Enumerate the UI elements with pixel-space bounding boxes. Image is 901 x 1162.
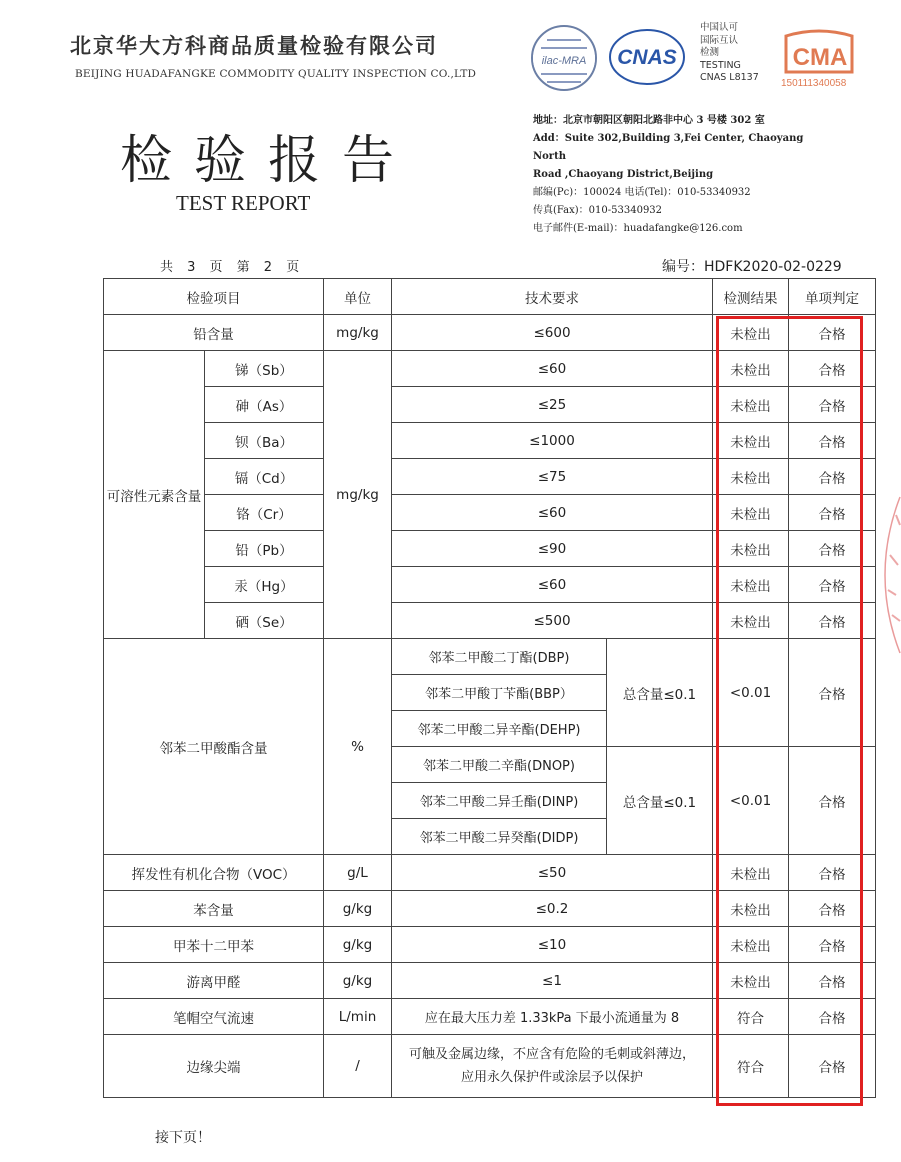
continued-note: 接下页！ xyxy=(155,1130,211,1146)
unit-cell: % xyxy=(324,639,392,855)
result-cell: <0.01 xyxy=(713,639,789,747)
item-cell: 笔帽空气流速 xyxy=(104,999,324,1035)
requirement-cell: ≤25 xyxy=(392,387,713,423)
verdict-cell: 合格 xyxy=(789,855,876,891)
result-highlight-box xyxy=(716,316,863,1106)
cnas-cert-line: 国际互认 xyxy=(700,34,739,46)
requirement-cell: 应在最大压力差 1.33kPa 下最小流通量为 8 xyxy=(392,999,713,1035)
verdict-cell: 合格 xyxy=(789,639,876,747)
sub-item-cell: 邻苯二甲酸二异辛酯(DEHP) xyxy=(392,711,607,747)
cnas-cert-line: 中国认可 xyxy=(700,22,739,33)
cnas-logo-text: CNAS xyxy=(617,46,677,69)
element-cell: 镉（Cd） xyxy=(205,459,324,495)
element-cell: 钡（Ba） xyxy=(205,423,324,459)
requirement-cell: ≤90 xyxy=(392,531,713,567)
ilac-mra-logo xyxy=(531,25,597,91)
result-cell: 未检出 xyxy=(713,567,789,603)
address-line: Road ,Chaoyang District,Beijing xyxy=(533,169,714,180)
result-cell: 符合 xyxy=(713,1035,789,1098)
address-line: 地址：北京市朝阳区朝阳北路非中心 3 号楼 302 室 xyxy=(533,115,765,126)
requirement-cell: ≤60 xyxy=(392,567,713,603)
item-cell: 边缘尖端 xyxy=(104,1035,324,1098)
result-cell: 未检出 xyxy=(713,423,789,459)
item-cell: 邻苯二甲酸酯含量 xyxy=(104,639,324,855)
result-cell: 未检出 xyxy=(713,495,789,531)
unit-cell: L/min xyxy=(324,999,392,1035)
item-cell: 甲苯十二甲苯 xyxy=(104,927,324,963)
sub-item-cell: 邻苯二甲酸二辛酯(DNOP) xyxy=(392,747,607,783)
unit-cell: g/kg xyxy=(324,927,392,963)
seal-stamp-fragment xyxy=(866,495,901,655)
requirement-cell: ≤50 xyxy=(392,855,713,891)
item-cell: 苯含量 xyxy=(104,891,324,927)
requirement-cell: ≤0.2 xyxy=(392,891,713,927)
ilac-logo-text: ilac-MRA xyxy=(533,55,595,67)
result-cell: 未检出 xyxy=(713,351,789,387)
requirement-cell: 总含量≤0.1 xyxy=(607,639,713,747)
unit-cell: g/kg xyxy=(324,963,392,999)
verdict-cell: 合格 xyxy=(789,531,876,567)
verdict-cell: 合格 xyxy=(789,495,876,531)
result-cell: 符合 xyxy=(713,999,789,1035)
address-line: 传真(Fax)：010-53340932 xyxy=(533,205,663,216)
element-cell: 铅（Pb） xyxy=(205,531,324,567)
verdict-cell: 合格 xyxy=(789,423,876,459)
header-verdict: 单项判定 xyxy=(789,279,876,315)
requirement-cell: ≤60 xyxy=(392,495,713,531)
result-cell: 未检出 xyxy=(713,855,789,891)
address-line: 邮编(Pc)：100024 电话(Tel)：010-53340932 xyxy=(533,187,751,198)
sub-item-cell: 邻苯二甲酸二异癸酯(DIDP) xyxy=(392,819,607,855)
unit-cell: mg/kg xyxy=(324,315,392,351)
header-requirement: 技术要求 xyxy=(392,279,713,315)
requirement-cell: ≤1 xyxy=(392,963,713,999)
verdict-cell: 合格 xyxy=(789,999,876,1035)
sub-item-cell: 邻苯二甲酸丁苄酯(BBP） xyxy=(392,675,607,711)
requirement-cell: 可触及金属边缘，不应含有危险的毛刺或斜薄边，应用永久保护件或涂层予以保护 xyxy=(392,1035,713,1098)
requirement-cell: ≤1000 xyxy=(392,423,713,459)
requirement-cell: 总含量≤0.1 xyxy=(607,747,713,855)
verdict-cell: 合格 xyxy=(789,963,876,999)
item-cell: 挥发性有机化合物（VOC） xyxy=(104,855,324,891)
result-cell: 未检出 xyxy=(713,531,789,567)
verdict-cell: 合格 xyxy=(789,315,876,351)
element-cell: 砷（As） xyxy=(205,387,324,423)
cnas-cert-line: TESTING xyxy=(700,59,741,71)
cnas-cert-line: CNAS L8137 xyxy=(700,72,759,83)
report-title-cn: 检验报告 xyxy=(120,131,417,191)
cnas-cert-line: 检测 xyxy=(700,47,720,58)
result-cell: 未检出 xyxy=(713,387,789,423)
element-cell: 硒（Se） xyxy=(205,603,324,639)
address-line: 电子邮件(E-mail)：huadafangke@126.com xyxy=(533,223,743,234)
cnas-logo xyxy=(608,27,686,87)
company-address xyxy=(533,112,833,238)
report-title-en: TEST REPORT xyxy=(176,191,311,215)
requirement-cell: ≤75 xyxy=(392,459,713,495)
requirement-cell: ≤10 xyxy=(392,927,713,963)
verdict-cell: 合格 xyxy=(789,1035,876,1098)
result-cell: 未检出 xyxy=(713,603,789,639)
group-cell: 可溶性元素含量 xyxy=(104,351,205,639)
result-cell: 未检出 xyxy=(713,459,789,495)
element-cell: 汞（Hg） xyxy=(205,567,324,603)
report-number: 编号：HDFK2020-02-0229 xyxy=(662,259,842,275)
cnas-certification xyxy=(700,22,759,85)
page-count: 共 3 页 第 2 页 xyxy=(160,260,305,275)
header-item: 检验项目 xyxy=(104,279,324,315)
requirement-cell: ≤60 xyxy=(392,351,713,387)
item-cell: 游离甲醛 xyxy=(104,963,324,999)
element-cell: 铬（Cr） xyxy=(205,495,324,531)
result-cell: 未检出 xyxy=(713,891,789,927)
unit-cell: g/kg xyxy=(324,891,392,927)
sub-item-cell: 邻苯二甲酸二异壬酯(DINP) xyxy=(392,783,607,819)
requirement-cell: ≤600 xyxy=(392,315,713,351)
item-cell: 铅含量 xyxy=(104,315,324,351)
verdict-cell: 合格 xyxy=(789,747,876,855)
result-cell: <0.01 xyxy=(713,747,789,855)
header-unit: 单位 xyxy=(324,279,392,315)
verdict-cell: 合格 xyxy=(789,927,876,963)
cma-number: 150111340058 xyxy=(781,78,847,89)
address-line: Add：Suite 302,Building 3,Fei Center, Chaoyang North xyxy=(533,133,804,162)
element-cell: 锑（Sb） xyxy=(205,351,324,387)
verdict-cell: 合格 xyxy=(789,459,876,495)
header-result: 检测结果 xyxy=(713,279,789,315)
cma-logo-text: CMA xyxy=(792,44,848,71)
verdict-cell: 合格 xyxy=(789,567,876,603)
unit-cell: mg/kg xyxy=(324,351,392,639)
unit-cell: / xyxy=(324,1035,392,1098)
result-cell: 未检出 xyxy=(713,963,789,999)
verdict-cell: 合格 xyxy=(789,603,876,639)
unit-cell: g/L xyxy=(324,855,392,891)
result-cell: 未检出 xyxy=(713,927,789,963)
company-name-en: BEIJING HUADAFANGKE COMMODITY QUALITY INSPECTION CO.,LTD xyxy=(75,68,477,80)
verdict-cell: 合格 xyxy=(789,387,876,423)
result-cell: 未检出 xyxy=(713,315,789,351)
company-name-cn: 北京华大方科商品质量检验有限公司 xyxy=(70,34,438,58)
table-header-row xyxy=(104,279,876,315)
requirement-cell: ≤500 xyxy=(392,603,713,639)
verdict-cell: 合格 xyxy=(789,351,876,387)
sub-item-cell: 邻苯二甲酸二丁酯(DBP) xyxy=(392,639,607,675)
verdict-cell: 合格 xyxy=(789,891,876,927)
